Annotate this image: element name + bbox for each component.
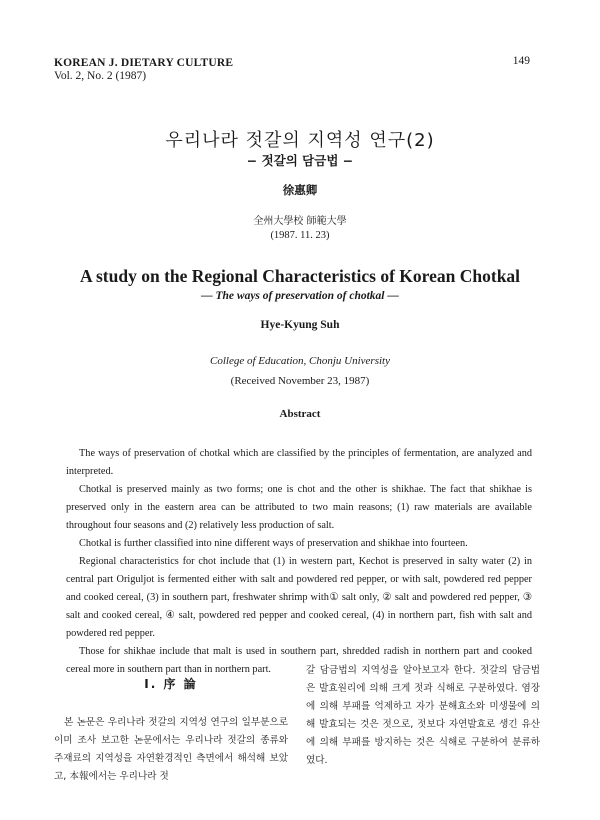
english-subtitle: — The ways of preservation of chotkal —	[201, 290, 399, 302]
section-heading: I. 序 論	[144, 677, 198, 691]
abstract-paragraph: Those for shikhae include that malt is used in southern part, shredded radish in northern part and cooked cereal more in southern part than in northern part.	[66, 646, 532, 675]
korean-author: 徐惠卿	[282, 183, 318, 197]
abstract-paragraph: The ways of preservation of chotkal which are classified by the principles of fermentation, are analyzed and interpreted.	[66, 448, 532, 477]
abstract-paragraph: Chotkal is preserved mainly as two forms; one is chot and the other is shikhae. The fact that shikhae is preserved only in the eastern area can be attributed to two main reasons; (1) raw materials are available throughout four seasons and (2) relatively less production of salt.	[66, 484, 532, 531]
abstract-body	[66, 445, 532, 679]
korean-affiliation: 全州大學校 師範大學	[253, 216, 347, 227]
korean-title: 우리나라 젓갈의 지역성 연구(2)	[165, 130, 435, 151]
abstract-paragraph: Chotkal is further classified into nine different ways of preservation and shikhae into fourteen.	[79, 538, 468, 549]
english-author: Hye-Kyung Suh	[260, 319, 340, 331]
page-number: 149	[512, 55, 530, 67]
intro-left-column	[54, 675, 288, 786]
english-affiliation: College of Education, Chonju University	[210, 355, 390, 367]
journal-header	[54, 57, 233, 83]
intro-left-text: 본 논문은 우리나라 젓갈의 지역성 연구의 일부분으로 이미 조사 보고한 논문에서는 우리나라 젓갈의 종류와 주재료의 지역성을 자연환경적인 측면에서 해석해 보았고, 本報에서는 우리나라 젓	[54, 717, 288, 782]
intro-right-text: 갈 담금법의 지역성을 알아보고자 한다. 젓갈의 담금법은 발효원리에 의해 크게 젓과 식해로 구분하였다. 염장에 의해 부패를 억제하고 자가 분해효소와 미생물에 의해 발효되는 것은 젓으로, 젓보다 자연발효로 생긴 유산에 의해 부패를 방지하는 것은 식해로 구분하여 분류하였다.	[306, 665, 540, 766]
received-date: (Received November 23, 1987)	[230, 375, 370, 387]
intro-right-column	[306, 662, 540, 770]
journal-name: KOREAN J. DIETARY CULTURE	[54, 57, 234, 69]
abstract-paragraph: Regional characteristics for chot include that (1) in western part, Kechot is preserved in salty water (2) in central part Origuljot is fermented either with salt and powdered red pepper, or with salt, powdered red pepper and cooked cereal, (3) in southern part, freshwater shrimp with① salt only, ② salt and powdered red pepper, ③ salt and cooked cereal, ④ salt, powdered red pepper and cooked cereal, (4) in northern part, fish with salt and powdered red pepper.	[66, 556, 532, 639]
korean-date: (1987. 11. 23)	[270, 230, 330, 241]
english-title: A study on the Regional Characteristics of Korean Chotkal	[79, 266, 521, 286]
korean-subtitle: − 젓갈의 담금법 −	[246, 153, 354, 168]
abstract-heading: Abstract	[279, 408, 321, 420]
journal-volume: Vol. 2, No. 2 (1987)	[54, 70, 147, 82]
